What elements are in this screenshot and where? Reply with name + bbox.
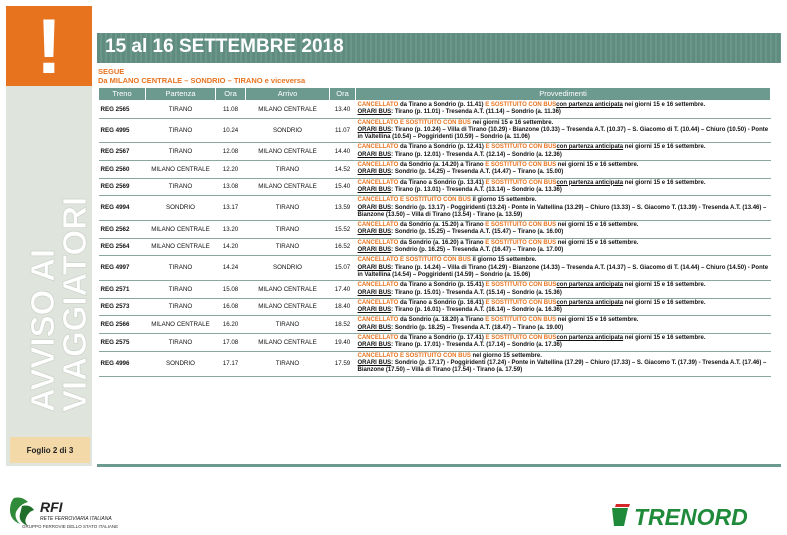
orari-bus-label: ORARI BUS: [357, 342, 392, 349]
cancel-detail: da Sondrio (a. 18.20) a Tirano: [398, 317, 486, 324]
cancel-label: CANCELLATO: [357, 335, 399, 342]
orari-bus-detail: : Sondrio (p. 15.25) – Tresenda A.T. (15.47) – Tirano (a. 16.00): [391, 229, 564, 236]
days-label: nei giorni 15 e 16 settembre.: [622, 102, 706, 108]
rfi-logo: [8, 492, 148, 530]
cell-partenza: MILANO CENTRALE: [146, 316, 216, 334]
bus-label: E SOSTITUITO CON BUS: [485, 335, 557, 342]
sheet-number: Foglio 2 di 3: [10, 437, 90, 463]
days-label: nei giorni 15 e 16 settembre.: [556, 222, 639, 229]
cell-partenza: TIRANO: [146, 298, 216, 316]
bus-label: E SOSTITUITO CON BUS: [485, 222, 557, 229]
cell-arrivo: SONDRIO: [246, 256, 330, 281]
cell-partenza: MILANO CENTRALE: [146, 161, 216, 179]
cell-ora-arrivo: 15.07: [330, 256, 356, 281]
cell-ora-arrivo: 19.40: [330, 334, 356, 352]
cancel-detail: da Tirano a Sondrio (p. 11.41): [398, 102, 486, 108]
cancel-detail: il giorno 15 settembre.: [470, 257, 537, 264]
page-title: 15 al 16 SETTEMBRE 2018: [105, 36, 344, 57]
orari-bus-label: ORARI BUS: [357, 186, 392, 193]
days-label: nei giorni 15 e 16 settembre.: [556, 162, 639, 169]
cell-partenza: MILANO CENTRALE: [146, 221, 216, 239]
cell-provvedimenti: [356, 256, 771, 281]
cell-ora-partenza: 14.24: [216, 256, 246, 281]
cancel-label: CANCELLATO: [357, 299, 399, 306]
cancel-label: CANCELLATO: [357, 282, 399, 289]
cell-arrivo: MILANO CENTRALE: [246, 281, 330, 299]
orari-bus-detail: : Sondrio (p. 13.17) - Poggiridenti (13.24) - Ponte in Valtellina (13.29) – Chiuro (13.33) – S. Giacomo T. (13.39) - Tresenda A.T. (13.46) – Bianzone (13.50) – Villa di Tirano (13.54) - Tirano (a. 13.59): [357, 204, 767, 218]
orari-bus-label: ORARI BUS: [357, 204, 392, 211]
table-row: [99, 101, 771, 119]
cell-arrivo: MILANO CENTRALE: [246, 298, 330, 316]
orari-bus-detail: : Tirano (p. 10.24) – Villa di Tirano (10.29) - Bianzone (10.33) – Tresenda A.T. (10.37) – S. Giacomo di T. (10.44) – Chiuro (10.50) - Ponte in Valtellina (10.54) – Poggiridenti (10.59) – Sondrio (a. 11.06): [357, 126, 769, 141]
days-label: nei giorni 15 e 16 settembre.: [623, 144, 706, 151]
cell-arrivo: SONDRIO: [246, 118, 330, 143]
train-table: [98, 87, 771, 377]
bus-label: E SOSTITUITO CON BUS: [485, 162, 557, 169]
orari-bus-label: ORARI BUS: [357, 109, 392, 116]
cell-provvedimenti: [356, 316, 771, 334]
cell-treno: REG 4997: [99, 256, 146, 281]
cell-arrivo: TIRANO: [246, 196, 330, 221]
cancel-detail: da Sondrio (a. 15.20) a Tirano: [398, 222, 486, 229]
cell-treno: REG 2564: [99, 238, 146, 256]
table-row: [99, 298, 771, 316]
anticipata-label: con partenza anticipata: [556, 299, 624, 306]
date-header: [97, 33, 781, 63]
cell-ora-arrivo: 16.52: [330, 238, 356, 256]
orari-bus-label: ORARI BUS: [357, 307, 392, 314]
cancel-label: CANCELLATO E SOSTITUITO CON BUS: [357, 119, 471, 126]
cell-treno: REG 2569: [99, 178, 146, 196]
cell-partenza: TIRANO: [146, 143, 216, 161]
col-header-treno: Treno: [99, 88, 146, 101]
cancel-detail: da Tirano a Sondrio (p. 15.41): [398, 282, 486, 289]
cell-ora-partenza: 17.17: [216, 351, 246, 376]
cancel-label: CANCELLATO: [357, 222, 399, 229]
cell-ora-arrivo: 18.40: [330, 298, 356, 316]
cell-treno: REG 4994: [99, 196, 146, 221]
table-row: [99, 178, 771, 196]
cell-partenza: MILANO CENTRALE: [146, 238, 216, 256]
orari-bus-detail: : Tirano (p. 13.01) - Tresenda A.T. (13.14) – Sondrio (a. 13.36): [391, 186, 562, 193]
cancel-label: CANCELLATO: [357, 179, 399, 186]
bottom-divider: [97, 464, 781, 467]
cancel-detail: da Tirano a Sondrio (p. 16.41): [398, 299, 486, 306]
bus-label: E SOSTITUITO CON BUS: [485, 179, 557, 186]
cell-partenza: TIRANO: [146, 334, 216, 352]
cell-arrivo: TIRANO: [246, 238, 330, 256]
orari-bus-detail: : Tirano (p. 16.01) - Tresenda A.T. (16.14) – Sondrio (a. 16.36): [391, 307, 562, 314]
cell-ora-arrivo: 13.59: [330, 196, 356, 221]
orari-bus-detail: : Tirano (p. 14.24) – Villa di Tirano (14.29) - Bianzone (14.33) – Tresenda A.T. (14.37) – S. Giacomo di T. (14.44) – Chiuro (14.50) - Ponte in Valtellina (14.54) – Poggiridenti (14.59) – Sondrio (a. 15.06): [357, 264, 769, 278]
orari-bus-detail: : Sondrio (p. 16.25) – Tresenda A.T. (16.47) – Tirano (a. 17.00): [391, 247, 564, 254]
route-subtitle: [98, 67, 305, 85]
col-header-ora-partenza: Ora: [216, 88, 246, 101]
anticipata-label: con partenza anticipata: [556, 102, 623, 108]
cell-ora-arrivo: 14.40: [330, 143, 356, 161]
cell-ora-arrivo: 17.59: [330, 351, 356, 376]
anticipata-label: con partenza anticipata: [556, 282, 624, 289]
cell-arrivo: MILANO CENTRALE: [246, 143, 330, 161]
orari-bus-detail: : Tirano (p. 11.01) - Tresenda A.T. (11.14) – Sondrio (a. 11.36): [391, 109, 561, 116]
sidebar-title-line1: AVVISO AI: [24, 248, 61, 412]
table-row: [99, 118, 771, 143]
cell-provvedimenti: [356, 298, 771, 316]
orari-bus-label: ORARI BUS: [357, 169, 392, 176]
orari-bus-label: ORARI BUS: [357, 324, 392, 331]
cancel-detail: nei giorni 15 e 16 settembre.: [470, 119, 554, 126]
bus-label: E SOSTITUITO CON BUS: [485, 144, 557, 151]
cancel-detail: da Sondrio (a. 14.20) a Tirano: [398, 162, 486, 169]
cancel-detail: il giorno 15 settembre.: [470, 197, 537, 204]
cell-treno: REG 2567: [99, 143, 146, 161]
days-label: nei giorni 15 e 16 settembre.: [623, 335, 706, 342]
table-row: [99, 351, 771, 376]
orari-bus-label: ORARI BUS: [357, 359, 392, 366]
days-label: nei giorni 15 e 16 settembre.: [623, 299, 706, 306]
cancel-label: CANCELLATO: [357, 317, 399, 324]
cell-provvedimenti: [356, 334, 771, 352]
cancel-label: CANCELLATO E SOSTITUITO CON BUS: [357, 197, 471, 204]
cell-ora-arrivo: 15.40: [330, 178, 356, 196]
anticipata-label: con partenza anticipata: [556, 335, 624, 342]
cell-treno: REG 4995: [99, 118, 146, 143]
cell-ora-arrivo: 11.07: [330, 118, 356, 143]
orari-bus-detail: : Tirano (p. 17.01) - Tresenda A.T. (17.14) – Sondrio (a. 17.36): [391, 342, 562, 349]
table-row: [99, 281, 771, 299]
orari-bus-label: ORARI BUS: [357, 229, 392, 236]
cell-treno: REG 2573: [99, 298, 146, 316]
sidebar-title: [10, 100, 90, 420]
bus-label: E SOSTITUITO CON BUS: [485, 102, 557, 108]
cell-treno: REG 2575: [99, 334, 146, 352]
table-row: [99, 256, 771, 281]
cell-provvedimenti: [356, 196, 771, 221]
cancel-detail: da Tirano a Sondrio (p. 12.41): [398, 144, 486, 151]
cell-partenza: TIRANO: [146, 101, 216, 119]
cell-partenza: TIRANO: [146, 281, 216, 299]
cell-provvedimenti: [356, 161, 771, 179]
svg-text:RFI: RFI: [40, 499, 63, 515]
orari-bus-detail: : Tirano (p. 15.01) - Tresenda A.T. (15.14) – Sondrio (a. 15.36): [391, 289, 562, 296]
cell-treno: REG 4996: [99, 351, 146, 376]
table-row: [99, 334, 771, 352]
cell-ora-partenza: 16.08: [216, 298, 246, 316]
orari-bus-label: ORARI BUS: [357, 151, 392, 158]
cell-arrivo: MILANO CENTRALE: [246, 178, 330, 196]
warning-icon: !: [6, 6, 92, 86]
table-row: [99, 161, 771, 179]
sidebar-title-line2: VIAGGIATORI: [56, 196, 90, 412]
table-row: [99, 316, 771, 334]
orari-bus-label: ORARI BUS: [357, 264, 392, 271]
cell-ora-partenza: 14.20: [216, 238, 246, 256]
bus-label: E SOSTITUITO CON BUS: [485, 299, 557, 306]
days-label: nei giorni 15 e 16 settembre.: [623, 179, 706, 186]
cell-arrivo: TIRANO: [246, 221, 330, 239]
orari-bus-label: ORARI BUS: [357, 289, 392, 296]
svg-text:RETE FERROVIARIA ITALIANA: RETE FERROVIARIA ITALIANA: [40, 516, 112, 522]
cell-ora-partenza: 12.08: [216, 143, 246, 161]
cancel-label: CANCELLATO: [357, 239, 399, 246]
cell-provvedimenti: [356, 101, 771, 119]
orari-bus-detail: : Tirano (p. 12.01) - Tresenda A.T. (12.14) – Sondrio (a. 12.36): [391, 151, 562, 158]
bus-label: E SOSTITUITO CON BUS: [485, 239, 557, 246]
svg-text:TRENORD: TRENORD: [634, 504, 748, 530]
segue-label: SEGUE: [98, 67, 125, 76]
orari-bus-detail: : Sondrio (p. 17.17) - Poggiridenti (17.24) - Ponte in Valtellina (17.29) – Chiuro (17.33) – S. Giacomo T. (17.39) - Tresenda A.T. (17.46) – Bianzone (17.50) – Villa di Tirano (17.54) - Tirano (a. 17.59): [357, 359, 767, 374]
cell-ora-partenza: 13.20: [216, 221, 246, 239]
cancel-detail: da Tirano a Sondrio (p. 17.41): [398, 335, 486, 342]
cell-partenza: TIRANO: [146, 178, 216, 196]
cell-ora-arrivo: 17.40: [330, 281, 356, 299]
cell-arrivo: MILANO CENTRALE: [246, 101, 330, 119]
cell-ora-arrivo: 13.40: [330, 101, 356, 119]
table-header-row: [99, 88, 771, 101]
bus-label: E SOSTITUITO CON BUS: [485, 282, 557, 289]
orari-bus-detail: : Sondrio (p. 18.25) – Tresenda A.T. (18.47) – Tirano (a. 19.00): [391, 324, 564, 331]
cell-ora-partenza: 17.08: [216, 334, 246, 352]
cell-treno: REG 2565: [99, 101, 146, 119]
orari-bus-label: ORARI BUS: [357, 247, 392, 254]
cell-arrivo: TIRANO: [246, 351, 330, 376]
cell-treno: REG 2562: [99, 221, 146, 239]
cancel-label: CANCELLATO: [357, 102, 399, 108]
cell-ora-arrivo: 14.52: [330, 161, 356, 179]
cancel-label: CANCELLATO: [357, 144, 399, 151]
cell-ora-arrivo: 15.52: [330, 221, 356, 239]
cell-ora-partenza: 10.24: [216, 118, 246, 143]
bus-label: E SOSTITUITO CON BUS: [485, 317, 557, 324]
cell-ora-partenza: 12.20: [216, 161, 246, 179]
cell-partenza: TIRANO: [146, 118, 216, 143]
cell-arrivo: MILANO CENTRALE: [246, 334, 330, 352]
cell-ora-partenza: 11.08: [216, 101, 246, 119]
cell-ora-partenza: 16.20: [216, 316, 246, 334]
anticipata-label: con partenza anticipata: [556, 179, 624, 186]
cell-ora-arrivo: 18.52: [330, 316, 356, 334]
cell-partenza: TIRANO: [146, 256, 216, 281]
cell-provvedimenti: [356, 281, 771, 299]
cell-ora-partenza: 13.17: [216, 196, 246, 221]
orari-bus-detail: : Sondrio (p. 14.25) – Tresenda A.T. (14.47) – Tirano (a. 15.00): [391, 169, 564, 176]
orari-bus-label: ORARI BUS: [357, 126, 392, 133]
cell-partenza: SONDRIO: [146, 351, 216, 376]
cell-provvedimenti: [356, 143, 771, 161]
cell-provvedimenti: [356, 238, 771, 256]
cell-treno: REG 2566: [99, 316, 146, 334]
col-header-partenza: Partenza: [146, 88, 216, 101]
days-label: nei giorni 15 e 16 settembre.: [623, 282, 706, 289]
trenord-logo: [610, 500, 780, 530]
col-header-ora-arrivo: Ora: [330, 88, 356, 101]
anticipata-label: con partenza anticipata: [556, 144, 624, 151]
cancel-detail: nel giorno 15 settembre.: [470, 352, 542, 359]
cell-provvedimenti: [356, 118, 771, 143]
cell-arrivo: TIRANO: [246, 161, 330, 179]
svg-text:GRUPPO FERROVIE DELLO STATO IT: GRUPPO FERROVIE DELLO STATO ITALIANE: [22, 524, 119, 529]
cancel-detail: da Tirano a Sondrio (p. 13.41): [398, 179, 486, 186]
cell-arrivo: TIRANO: [246, 316, 330, 334]
cell-provvedimenti: [356, 178, 771, 196]
table-row: [99, 221, 771, 239]
col-header-arrivo: Arrivo: [246, 88, 330, 101]
days-label: nei giorni 15 e 16 settembre.: [556, 239, 639, 246]
table-row: [99, 143, 771, 161]
cancel-label: CANCELLATO E SOSTITUITO CON BUS: [357, 257, 471, 264]
cell-treno: REG 2560: [99, 161, 146, 179]
cancel-label: CANCELLATO: [357, 162, 399, 169]
cell-provvedimenti: [356, 351, 771, 376]
cell-treno: REG 2571: [99, 281, 146, 299]
cell-provvedimenti: [356, 221, 771, 239]
cell-partenza: SONDRIO: [146, 196, 216, 221]
table-row: [99, 196, 771, 221]
days-label: nei giorni 15 e 16 settembre.: [556, 317, 639, 324]
table-row: [99, 238, 771, 256]
route-label: Da MILANO CENTRALE – SONDRIO – TIRANO e viceversa: [98, 76, 306, 85]
col-header-provvedimenti: Provvedimenti: [356, 88, 771, 101]
cell-ora-partenza: 13.08: [216, 178, 246, 196]
cancel-label: CANCELLATO E SOSTITUITO CON BUS: [357, 352, 471, 359]
cell-ora-partenza: 15.08: [216, 281, 246, 299]
cancel-detail: da Sondrio (a. 16.20) a Tirano: [398, 239, 486, 246]
